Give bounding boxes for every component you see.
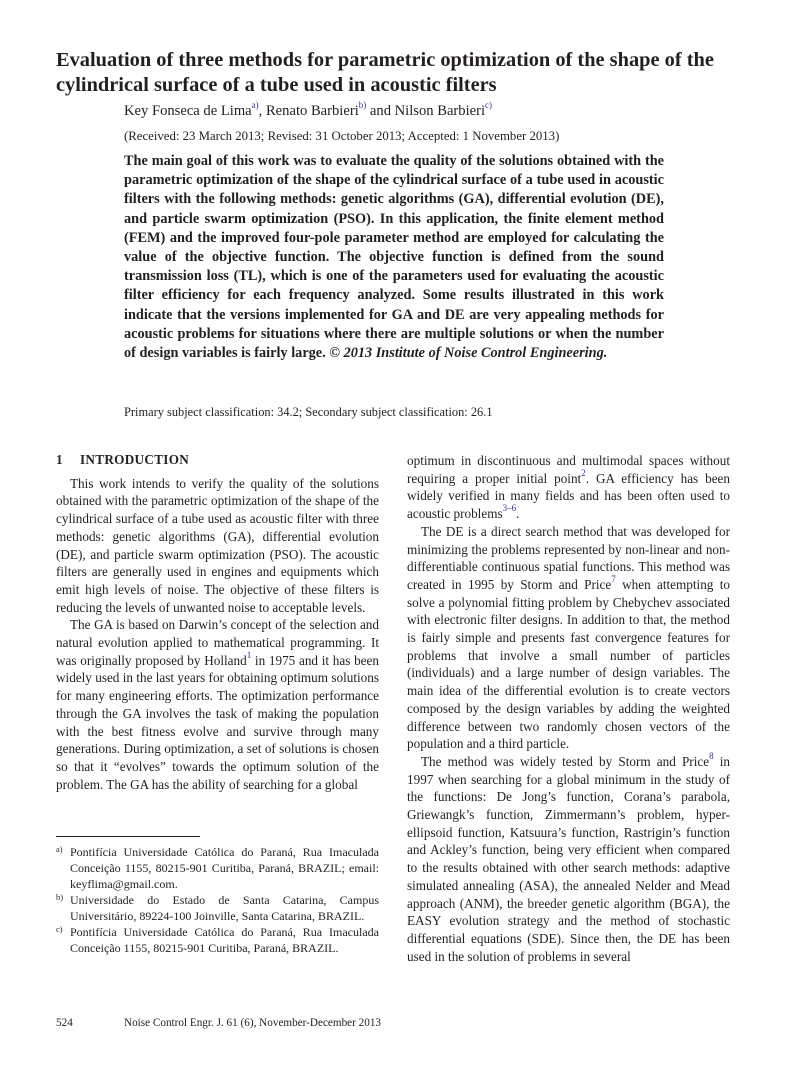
affiliation-mark[interactable]: b) bbox=[358, 100, 367, 110]
page-number: 524 bbox=[56, 1017, 73, 1029]
footnote-text: Pontifícia Universidade Católica do Paraná, Rua Imaculada Conceição 1155, 80215-901 Curitiba, Paraná, BRAZIL. bbox=[70, 925, 379, 955]
footnote bbox=[56, 892, 379, 924]
journal-citation: Noise Control Engr. J. 61 (6), November-December 2013 bbox=[124, 1017, 382, 1029]
author-name: Nilson Barbieri bbox=[394, 103, 486, 119]
abstract-copyright: © 2013 Institute of Noise Control Engineering. bbox=[329, 345, 608, 362]
citation-link[interactable]: 3–6 bbox=[502, 503, 517, 514]
citation-link[interactable]: 7 bbox=[611, 573, 616, 584]
abstract bbox=[124, 152, 664, 363]
section-heading bbox=[56, 451, 379, 469]
paper-title: Evaluation of three methods for parametric optimization of the shape of the cylindrical surface of a tube used in acoustic filters bbox=[56, 49, 714, 96]
intro-paragraph-2: The GA is based on Darwin’s concept of the selection and natural evolution applied to mathematical programming. It was originally proposed by Holland$^1$ in 1975 and it has been widely used in the last years for obtaining optimum solutions for many engineering efforts. The optimization performance through the GA involves the task of making the population with the best fitness evolve and survive through many generations. During optimization, a set of solutions is chosen so that it “evolves” towards the optimum solution of the problem. The GA has the ability of searching for a global bbox=[56, 617, 379, 792]
author-name: Key Fonseca de Lima bbox=[124, 103, 252, 119]
affiliation-mark[interactable]: a) bbox=[251, 100, 259, 110]
footnote-divider bbox=[56, 836, 200, 837]
intro-paragraph-4: The DE is a direct search method that was developed for minimizing the problems represented by non-linear and non-differentiable continuous spatial functions. This method was created in 1995 by Storm and Price$^7$ when attempting to solve a polynomial fitting problem by Chebychev associated with electronic filter designs. In addition to that, the method is fairly simple and presents fast convergence features for problems that involve a small number of particles (individuals) and a large number of design variables. The main idea of the differential evolution is to create vectors composed by the design variables by adding the weighted difference between two randomly chosen vectors of the population and a third particle. bbox=[407, 523, 730, 752]
abstract-text: The main goal of this work was to evaluate the quality of the solutions obtained with the parametric optimization of the shape of the cylindrical surface of a tube used in acoustic filters with the following methods: genetic algorithms (GA), differential evolution (DE), and particle swarm optimization (PSO). In this application, the finite element method (FEM) and the improved four-pole parameter method are employed for calculating the value of the objective function. The objective function is defined from the sound transmission loss (TL), which is one of the parameters used for evaluating the acoustic filter efficiency for each frequency analyzed. Some results illustrated in this work indicate that the versions implemented for GA and DE are very appealing methods for acoustic problems for situations where there are multiple solutions or when the number of design variables is fairly large. bbox=[124, 153, 664, 362]
affiliation-footnotes bbox=[56, 844, 379, 956]
footnote-mark: c) bbox=[56, 924, 63, 934]
intro-paragraph-5: The method was widely tested by Storm and Price$^8$ in 1997 when searching for a global minimum in the study of the functions: De Jong’s function, Corana’s parabola, Griewangk’s function, Zimmermann’s problem, hyper-ellipsoid function, Katsuura’s function, Rastrigin’s function and Ackley’s function, being very efficient when compared to the results obtained with other search methods: adaptive simulated annealing (ASA), the annealed Nelder and Mead approach (ANM), the breeder genetic algorithm (BGA), the EASY evolution strategy and the method of stochastic differential equations (SDE). Since then, the DE has been used in the solution of problems in several bbox=[407, 750, 730, 964]
section-number: 1 bbox=[56, 452, 63, 467]
right-column bbox=[407, 452, 730, 965]
intro-paragraph-1: This work intends to verify the quality of the solutions obtained with the parametric optimization of the shape of the cylindrical surface of a tube used as acoustic filter with three methods: genetic algorithms (GA), differential evolution (DE), and particle swarm optimization (PSO). The acoustic filters are generally used in engines and equipments which emit high levels of noise. The objective of these filters is reducing the levels of unwanted noise to acceptable levels. bbox=[56, 475, 379, 615]
left-column bbox=[56, 451, 379, 793]
citation-link[interactable]: 1 bbox=[246, 649, 252, 660]
citation-link[interactable]: 2 bbox=[581, 467, 586, 478]
footnote bbox=[56, 844, 379, 892]
affiliation-mark[interactable]: c) bbox=[485, 100, 493, 110]
citation-link[interactable]: 8 bbox=[709, 750, 714, 761]
footnote-mark: b) bbox=[56, 892, 64, 902]
footnote bbox=[56, 924, 379, 956]
subject-classification: Primary subject classification: 34.2; Secondary subject classification: 26.1 bbox=[124, 405, 493, 419]
intro-paragraph-3: optimum in discontinuous and multimodal spaces without requiring a proper initial point$^2$. GA efficiency has been widely verified in many fields and has been often used to acoustic problems$^{3-6}$. bbox=[407, 453, 730, 522]
section-title: INTRODUCTION bbox=[80, 452, 190, 467]
footnote-text: Pontifícia Universidade Católica do Paraná, Rua Imaculada Conceição 1155, 80215-901 Curitiba, Paraná, BRAZIL; email: keyflima@gmail.com. bbox=[70, 845, 379, 891]
footnote-text: Universidade do Estado de Santa Catarina, Campus Universitário, 89224-100 Joinville, Santa Catarina, BRAZIL. bbox=[70, 893, 379, 923]
footnote-mark: a) bbox=[56, 844, 63, 854]
received-dates: (Received: 23 March 2013; Revised: 31 October 2013; Accepted: 1 November 2013) bbox=[124, 129, 560, 143]
page-footer bbox=[56, 1017, 381, 1029]
author-name: Renato Barbieri bbox=[265, 103, 359, 119]
author-list: Key Fonseca de Lima$^{a)}$, Renato Barbieri$^{b)}$ and Nilson Barbieri$^{c)}$ bbox=[124, 100, 493, 119]
